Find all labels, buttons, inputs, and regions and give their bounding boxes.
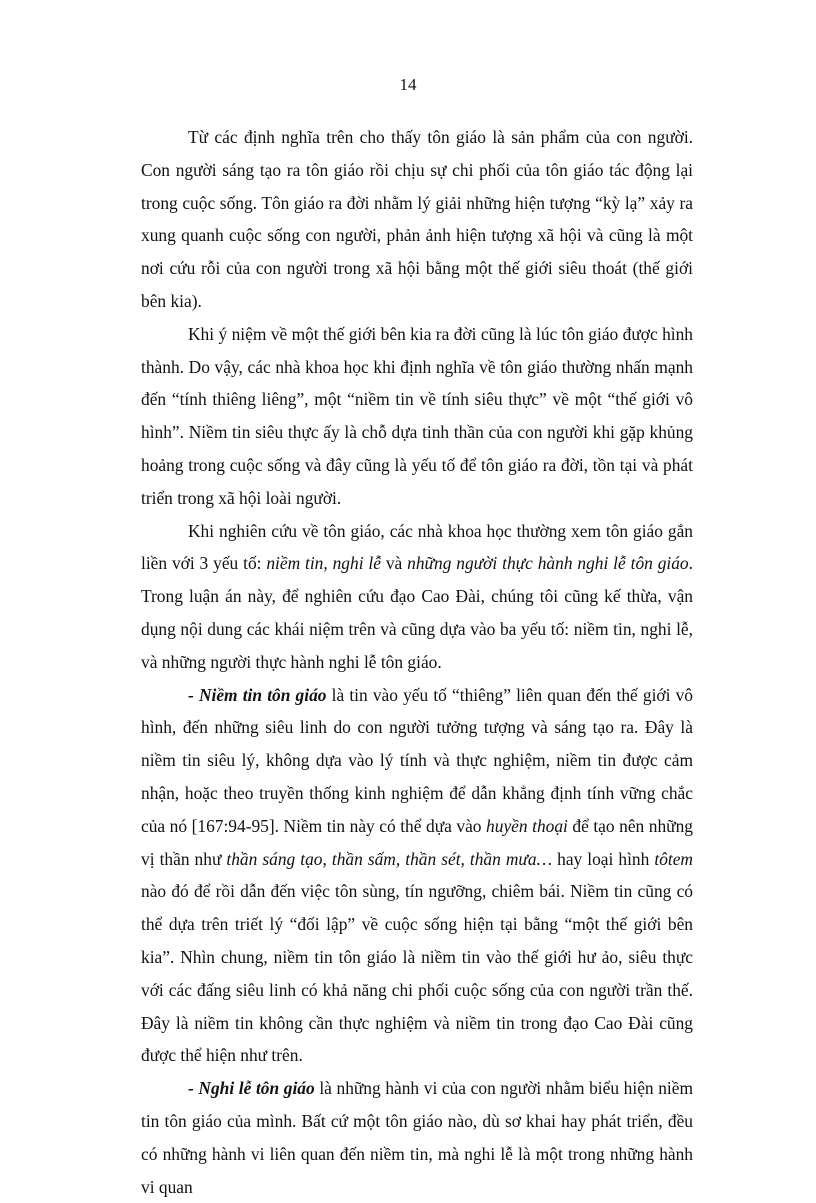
paragraph-2: Khi ý niệm về một thế giới bên kia ra đời cũng là lúc tôn giáo được hình thành. Do vậy, các nhà khoa học khi định nghĩa về tôn giáo thường nhấn mạnh đến “tính thiêng liêng”, một “niềm tin về tính siêu thực” về một “thế giới vô hình”. Niềm tin siêu thực ấy là chỗ dựa tinh thần của con người khi gặp khủng hoảng trong cuộc sống và đây cũng là yếu tố để tôn giáo ra đời, tồn tại và phát triển trong xã hội loài người. xyxy=(141,323,693,508)
paragraph-3 xyxy=(141,515,693,679)
italic-term: thần sấm, thần sét, thần mưa… xyxy=(331,848,553,869)
text-run: là những hành vi của con người nhằm biểu hiện niềm tin tôn giáo của mình. Bất cứ một tôn giáo nào, dù sơ khai hay phát triển, đều có những hành vi liên quan đến niềm tin, mà nghi lễ là một trong những hành vi quan xyxy=(141,1078,693,1197)
italic-term: thần sáng tạo xyxy=(226,848,323,869)
text-run: hay loại hình xyxy=(552,848,655,869)
text-run: Khi nghiên cứu về tôn giáo, các nhà khoa học thường xem tôn giáo gắn liền với 3 yếu tố: xyxy=(141,520,693,574)
italic-term: niềm tin, nghi lễ xyxy=(266,553,381,574)
text-run: để tạo nên những vị thần như xyxy=(141,815,693,869)
text-run: và xyxy=(380,553,408,574)
body-text xyxy=(141,121,693,1203)
italic-term: huyền thoại xyxy=(486,815,568,836)
section-lead-nghi-le: - Nghi lễ tôn giáo xyxy=(188,1078,315,1099)
italic-term: tôtem xyxy=(654,848,693,869)
text-run: . Trong luận án này, để nghiên cứu đạo Cao Đài, chúng tôi cũng kế thừa, vận dụng nội dung các khái niệm trên và cũng dựa vào ba yếu tố: niềm tin, nghi lễ, và những người thực hành nghi lễ tôn giáo. xyxy=(141,553,693,672)
page-number: 14 xyxy=(399,75,417,94)
paragraph-1: Từ các định nghĩa trên cho thấy tôn giáo là sản phẩm của con người. Con người sáng tạo ra tôn giáo rồi chịu sự chi phối của tôn giáo tác động lại trong cuộc sống. Tôn giáo ra đời nhằm lý giải những hiện tượng “kỳ lạ” xảy ra xung quanh cuộc sống con người, phản ảnh hiện tượng xã hội và cũng là một nơi cứu rỗi của con người trong xã hội bằng một thế giới siêu thoát (thế giới bên kia). xyxy=(141,127,693,311)
text-run: là tin vào yếu tố “thiêng” liên quan đến thế giới vô hình, đến những siêu linh do con người tưởng tượng và sáng tạo ra. Đây là niềm tin siêu lý, không dựa vào lý tính và thực nghiệm, niềm tin được cảm nhận, hoặc theo truyền thống kinh nghiệm để dẫn khẳng định tính vững chắc của nó [167:94-95]. Niềm tin này có thể dựa vào xyxy=(141,684,693,836)
paragraph-4 xyxy=(141,679,693,1073)
text-run: nào đó để rồi dẫn đến việc tôn sùng, tín ngưỡng, chiêm bái. Niềm tin cũng có thể dựa trên triết lý “đối lập” về cuộc sống hiện tại bằng “một thế giới bên kia”. Nhìn chung, niềm tin tôn giáo là niềm tin vào thế giới hư ảo, siêu thực với các đấng siêu linh có khả năng chi phối cuộc sống của con người trần thế. Đây là niềm tin không cần thực nghiệm và niềm tin trong đạo Cao Đài cũng được thể hiện như trên. xyxy=(141,881,693,1066)
section-lead-niem-tin: - Niềm tin tôn giáo xyxy=(188,684,327,705)
text-run: , xyxy=(322,848,332,869)
paragraph-5 xyxy=(141,1072,693,1203)
italic-term: những người thực hành nghi lễ tôn giáo xyxy=(407,553,689,574)
